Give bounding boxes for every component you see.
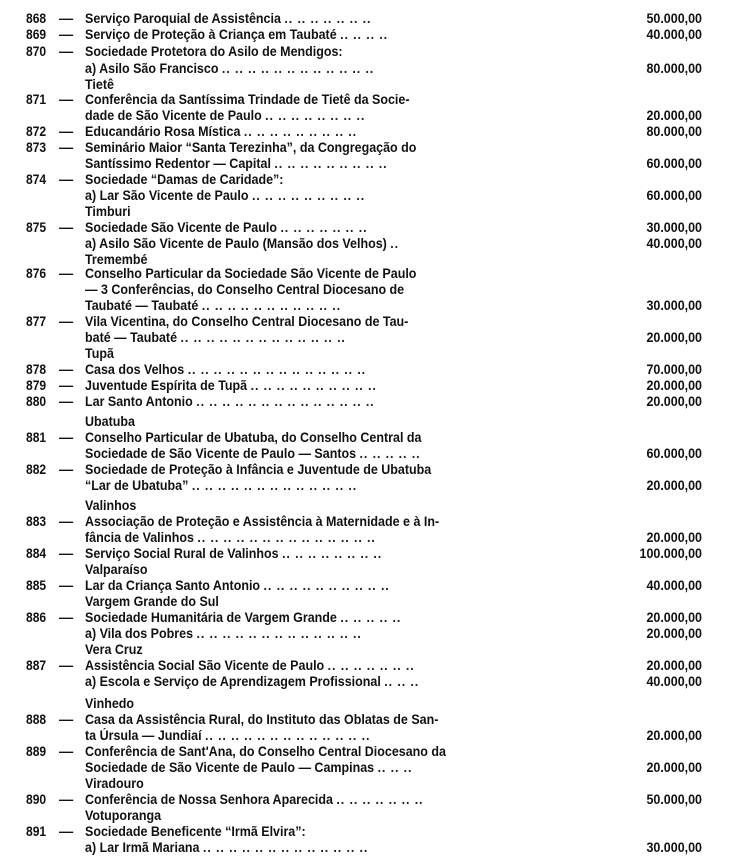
entry-amount: 20.000,00 — [646, 610, 702, 626]
entry-line — [0, 712, 732, 728]
entry-dash: — — [59, 11, 74, 27]
entry-number: 890 — [26, 792, 47, 808]
entry-text — [85, 546, 525, 562]
entry-amount: 30.000,00 — [646, 840, 702, 856]
entry-amount: 20.000,00 — [646, 760, 702, 776]
entry-amount: 20.000,00 — [646, 658, 702, 674]
entry-text — [85, 44, 525, 60]
entry-description: Casa dos Velhos — [85, 362, 185, 378]
entry-dash: — — [59, 266, 74, 282]
entry-description: Sociedade Beneficente “Irmã Elvira”: — [85, 824, 306, 840]
entry-dash: — — [59, 172, 74, 188]
entry-description: Seminário Maior “Santa Terezinha”, da Congregação do — [85, 140, 417, 156]
dot-leader: .. .. .. .. .. .. .. .. .. .. .. .. .. — [202, 840, 369, 856]
dot-leader: .. .. .. .. .. .. .. .. — [265, 108, 366, 124]
entry-continuation-line — [0, 330, 732, 346]
entry-text — [85, 626, 525, 642]
entry-dash: — — [59, 140, 74, 156]
city-heading-line — [0, 594, 732, 610]
entry-amount: 40.000,00 — [646, 27, 702, 43]
entry-line — [0, 140, 732, 156]
entry-line — [0, 462, 732, 478]
entry-description: — 3 Conferências, do Conselho Central Diocesano de — [85, 282, 405, 298]
entry-description: a) Asilo São Francisco — [85, 61, 219, 77]
entry-continuation-line — [0, 626, 732, 642]
entry-amount: 60.000,00 — [646, 156, 702, 172]
entry-text — [85, 530, 525, 546]
entry-line — [0, 546, 732, 562]
entry-number: 882 — [26, 462, 47, 478]
entry-amount: 40.000,00 — [646, 236, 702, 252]
entry-dash: — — [59, 220, 74, 236]
entry-description: a) Lar Irmã Mariana — [85, 840, 200, 856]
entry-line — [0, 314, 732, 330]
entry-number: 883 — [26, 514, 47, 530]
entry-text — [85, 378, 525, 394]
city-heading-line — [0, 77, 732, 93]
entry-description: Lar Santo Antonio — [85, 394, 193, 410]
entry-dash: — — [59, 378, 74, 394]
entry-description: Assistência Social São Vicente de Paulo — [85, 658, 325, 674]
dot-leader: .. .. .. .. .. .. .. — [336, 792, 424, 808]
entry-amount: 20.000,00 — [646, 394, 702, 410]
dot-leader: .. .. .. .. .. — [340, 610, 402, 626]
entry-description: ta Úrsula — Jundiaí — [85, 728, 202, 744]
city-heading-line — [0, 498, 732, 514]
entry-continuation-line — [0, 478, 732, 494]
city-heading-line — [0, 562, 732, 578]
city-heading: Timburi — [85, 204, 131, 220]
entry-text — [85, 728, 525, 744]
entry-text — [85, 610, 525, 626]
entry-amount: 100.000,00 — [639, 546, 702, 562]
entry-dash: — — [59, 27, 74, 43]
entry-text — [85, 462, 525, 478]
entry-description: Lar da Criança Santo Antonio — [85, 578, 261, 594]
entry-line — [0, 610, 732, 626]
entry-description: Associação de Proteção e Assistência à Maternidade e à In- — [85, 514, 440, 530]
entry-continuation-line — [0, 188, 732, 204]
entry-text — [85, 792, 525, 808]
entry-continuation-line — [0, 530, 732, 546]
entry-dash: — — [59, 44, 74, 60]
entry-description: Santíssimo Redentor — Capital — [85, 156, 271, 172]
city-heading: Tietê — [85, 77, 114, 93]
entry-line — [0, 578, 732, 594]
dot-leader: .. .. .. .. .. .. .. .. .. .. .. — [201, 298, 341, 314]
entry-number: 891 — [26, 824, 47, 840]
entry-text — [85, 330, 525, 346]
city-heading: Ubatuba — [85, 414, 135, 430]
entry-description: Conferência de Sant'Ana, do Conselho Central Diocesano da — [85, 744, 446, 760]
entry-text — [85, 478, 525, 494]
entry-line — [0, 430, 732, 446]
entry-number: 873 — [26, 140, 47, 156]
entry-line — [0, 266, 732, 282]
city-heading: Vargem Grande do Sul — [85, 594, 219, 610]
entry-text — [85, 760, 525, 776]
city-heading: Vinhedo — [85, 696, 135, 712]
entry-amount: 30.000,00 — [646, 298, 702, 314]
city-heading: Valinhos — [85, 498, 137, 514]
entry-continuation-line — [0, 728, 732, 744]
entry-description: Conferência da Santíssima Trindade de Tietê da Socie- — [85, 92, 410, 108]
entry-text — [85, 314, 525, 330]
entry-line — [0, 11, 732, 27]
entry-description: Serviço de Proteção à Criança em Taubaté — [85, 27, 337, 43]
entry-dash: — — [59, 124, 74, 140]
entry-number: 889 — [26, 744, 47, 760]
entry-description: Casa da Assistência Rural, do Instituto das Oblatas de San- — [85, 712, 439, 728]
entry-text — [85, 430, 525, 446]
entry-description: a) Vila dos Pobres — [85, 626, 194, 642]
entry-description: Sociedade Humanitária de Vargem Grande — [85, 610, 337, 626]
entry-description: fância de Valinhos — [85, 530, 194, 546]
entry-number: 888 — [26, 712, 47, 728]
dot-leader: .. .. .. .. .. — [359, 446, 421, 462]
dot-leader: .. .. .. — [377, 760, 413, 776]
entry-amount: 40.000,00 — [646, 674, 702, 690]
dot-leader: .. .. .. .. .. .. .. .. .. — [243, 124, 357, 140]
dot-leader: .. .. .. .. .. .. .. .. .. .. .. .. .. — [205, 728, 371, 744]
entry-number: 869 — [26, 27, 47, 43]
entry-text — [85, 674, 525, 690]
entry-text — [85, 744, 525, 760]
entry-line — [0, 44, 732, 60]
entry-line — [0, 362, 732, 378]
entry-description: “Lar de Ubatuba” — [85, 478, 189, 494]
entry-continuation-line — [0, 298, 732, 314]
entry-line — [0, 658, 732, 674]
entry-description: Juventude Espírita de Tupã — [85, 378, 248, 394]
entry-number: 879 — [26, 378, 47, 394]
entry-amount: 20.000,00 — [646, 626, 702, 642]
city-heading-line — [0, 346, 732, 362]
city-heading: Vera Cruz — [85, 642, 143, 658]
entry-text — [85, 92, 525, 108]
entry-dash: — — [59, 430, 74, 446]
entry-amount: 40.000,00 — [646, 578, 702, 594]
entry-description: Conselho Particular da Sociedade São Vicente de Paulo — [85, 266, 417, 282]
entry-continuation-line — [0, 236, 732, 252]
entry-continuation-line — [0, 674, 732, 690]
city-heading-line — [0, 808, 732, 824]
entry-line — [0, 124, 732, 140]
entry-text — [85, 172, 525, 188]
entry-dash: — — [59, 514, 74, 530]
dot-leader: .. .. .. .. — [340, 27, 388, 43]
entry-description: Sociedade São Vicente de Paulo — [85, 220, 277, 236]
entry-text — [85, 188, 525, 204]
city-heading-line — [0, 696, 732, 712]
city-heading: Tupã — [85, 346, 114, 362]
entry-number: 887 — [26, 658, 47, 674]
entry-amount: 60.000,00 — [646, 188, 702, 204]
entry-description: Serviço Social Rural de Valinhos — [85, 546, 279, 562]
entry-number: 877 — [26, 314, 47, 330]
entry-amount: 50.000,00 — [646, 11, 702, 27]
entry-number: 884 — [26, 546, 47, 562]
entry-description: a) Escola e Serviço de Aprendizagem Profissional — [85, 674, 381, 690]
entry-number: 875 — [26, 220, 47, 236]
entry-line — [0, 27, 732, 43]
entry-number: 881 — [26, 430, 47, 446]
entry-amount: 60.000,00 — [646, 446, 702, 462]
entry-dash: — — [59, 394, 74, 410]
dot-leader: .. .. .. .. .. .. .. .. .. .. .. .. .. — [191, 478, 358, 494]
entry-description: Educandário Rosa Mística — [85, 124, 241, 140]
dot-leader: .. .. .. .. .. .. .. .. — [282, 546, 383, 562]
entry-description: Sociedade “Damas de Caridade”: — [85, 172, 284, 188]
dot-leader: .. .. .. — [384, 674, 420, 690]
entry-text — [85, 266, 525, 282]
entry-dash: — — [59, 362, 74, 378]
entry-text — [85, 124, 525, 140]
entry-continuation-line — [0, 446, 732, 462]
entry-text — [85, 298, 525, 314]
entry-amount: 20.000,00 — [646, 378, 702, 394]
city-heading: Viradouro — [85, 776, 144, 792]
entry-description: Serviço Paroquial de Assistência — [85, 11, 281, 27]
entry-amount: 80.000,00 — [646, 124, 702, 140]
dot-leader: .. .. .. .. .. .. .. .. .. — [252, 188, 366, 204]
entry-dash: — — [59, 578, 74, 594]
city-heading: Tremembé — [85, 252, 148, 268]
entry-text — [85, 824, 525, 840]
entry-description: Sociedade Protetora do Asilo de Mendigos: — [85, 44, 343, 60]
entry-number: 871 — [26, 92, 47, 108]
city-heading: Votuporanga — [85, 808, 162, 824]
entry-line — [0, 514, 732, 530]
entry-text — [85, 282, 525, 298]
city-heading-line — [0, 204, 732, 220]
dot-leader: .. .. .. .. .. .. .. .. .. — [274, 156, 388, 172]
city-heading-line — [0, 642, 732, 658]
entry-text — [85, 236, 525, 252]
entry-text — [85, 712, 525, 728]
entry-description: baté — Taubaté — [85, 330, 178, 346]
dot-leader: .. .. .. .. .. .. .. .. .. .. — [250, 378, 377, 394]
entry-number: 870 — [26, 44, 47, 60]
dot-leader: .. .. .. .. .. .. .. — [327, 658, 415, 674]
entry-text — [85, 27, 525, 43]
entry-description: a) Asilo São Vicente de Paulo (Mansão dos Velhos) — [85, 236, 387, 252]
entry-dash: — — [59, 658, 74, 674]
city-heading: Valparaíso — [85, 562, 148, 578]
entry-continuation-line — [0, 156, 732, 172]
entry-description: Taubaté — Taubaté — [85, 298, 199, 314]
entry-number: 885 — [26, 578, 47, 594]
entry-number: 868 — [26, 11, 47, 27]
entry-dash: — — [59, 824, 74, 840]
dot-leader: .. .. .. .. .. .. .. .. .. .. — [263, 578, 390, 594]
entry-dash: — — [59, 546, 74, 562]
dot-leader: .. .. .. .. .. .. .. .. .. .. .. .. .. .. — [187, 362, 367, 378]
entry-text — [85, 394, 525, 410]
dot-leader: .. .. .. .. .. .. .. .. .. .. .. .. .. .. — [196, 394, 375, 410]
entry-text — [85, 362, 525, 378]
entry-amount: 20.000,00 — [646, 478, 702, 494]
entry-text — [85, 514, 525, 530]
entry-amount: 50.000,00 — [646, 792, 702, 808]
entry-number: 876 — [26, 266, 47, 282]
entry-line — [0, 394, 732, 410]
entry-text — [85, 156, 525, 172]
entry-line — [0, 220, 732, 236]
entry-number: 878 — [26, 362, 47, 378]
entry-line — [0, 172, 732, 188]
entry-continuation-line — [0, 282, 732, 298]
entry-amount: 20.000,00 — [646, 530, 702, 546]
entry-dash: — — [59, 610, 74, 626]
entry-dash: — — [59, 462, 74, 478]
entry-description: a) Lar São Vicente de Paulo — [85, 188, 249, 204]
dot-leader: .. .. .. .. .. .. .. — [280, 220, 368, 236]
entry-continuation-line — [0, 760, 732, 776]
dot-leader: .. .. .. .. .. .. .. .. .. .. .. .. .. — [196, 626, 362, 642]
entry-dash: — — [59, 712, 74, 728]
entry-continuation-line — [0, 61, 732, 77]
entry-amount: 20.000,00 — [646, 108, 702, 124]
entry-text — [85, 578, 525, 594]
entry-text — [85, 220, 525, 236]
entry-line — [0, 378, 732, 394]
entry-number: 872 — [26, 124, 47, 140]
entry-text — [85, 61, 525, 77]
entry-text — [85, 840, 525, 856]
entry-amount: 30.000,00 — [646, 220, 702, 236]
entry-text — [85, 108, 525, 124]
entry-amount: 20.000,00 — [646, 330, 702, 346]
entry-description: Sociedade de Proteção à Infância e Juventude de Ubatuba — [85, 462, 432, 478]
entry-line — [0, 824, 732, 840]
entry-line — [0, 792, 732, 808]
entry-text — [85, 446, 525, 462]
entry-dash: — — [59, 92, 74, 108]
entry-description: Conselho Particular de Ubatuba, do Conselho Central da — [85, 430, 422, 446]
entry-text — [85, 140, 525, 156]
dot-leader: .. .. .. .. .. .. .. .. .. .. .. .. — [221, 61, 375, 77]
entry-description: Sociedade de São Vicente de Paulo — Santos — [85, 446, 357, 462]
entry-dash: — — [59, 792, 74, 808]
entry-description: dade de São Vicente de Paulo — [85, 108, 262, 124]
entry-description: Conferência de Nossa Senhora Aparecida — [85, 792, 333, 808]
entry-continuation-line — [0, 108, 732, 124]
dot-leader: .. .. .. .. .. .. .. .. .. .. .. .. .. — [180, 330, 346, 346]
entry-line — [0, 744, 732, 760]
dot-leader: .. .. .. .. .. .. .. — [284, 11, 372, 27]
entry-continuation-line — [0, 840, 732, 856]
entry-dash: — — [59, 314, 74, 330]
entry-text — [85, 658, 525, 674]
entry-dash: — — [59, 744, 74, 760]
entry-amount: 80.000,00 — [646, 61, 702, 77]
entry-amount: 20.000,00 — [646, 728, 702, 744]
entry-text — [85, 11, 525, 27]
city-heading-line — [0, 776, 732, 792]
dot-leader: .. — [390, 236, 399, 252]
entry-number: 880 — [26, 394, 47, 410]
dot-leader: .. .. .. .. .. .. .. .. .. .. .. .. .. .. — [197, 530, 376, 546]
city-heading-line — [0, 414, 732, 430]
entry-number: 874 — [26, 172, 47, 188]
entry-amount: 70.000,00 — [646, 362, 702, 378]
entry-description: Vila Vicentina, do Conselho Central Diocesano de Tau- — [85, 314, 409, 330]
entry-line — [0, 92, 732, 108]
entry-description: Sociedade de São Vicente de Paulo — Campinas — [85, 760, 375, 776]
entry-number: 886 — [26, 610, 47, 626]
